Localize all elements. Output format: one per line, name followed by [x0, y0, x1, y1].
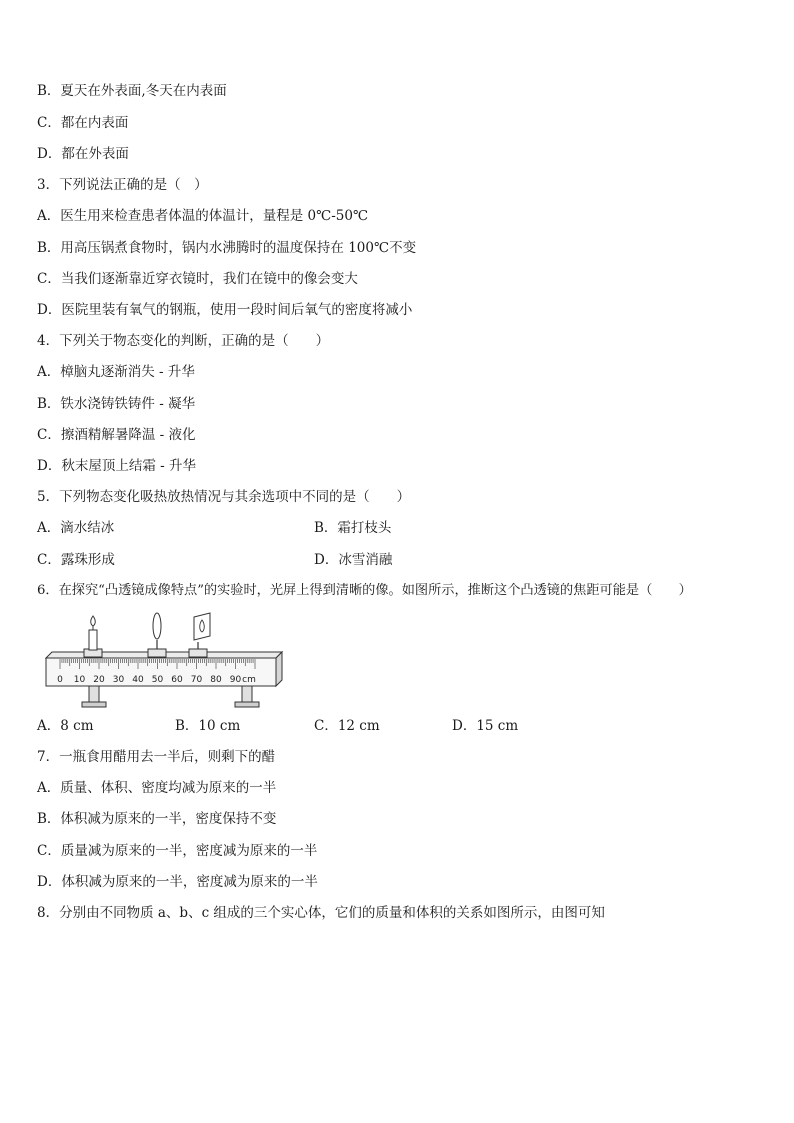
q3-option-a: A．医生用来检查患者体温的体温计，量程是 0℃-50℃ [37, 208, 369, 224]
lens-holder [148, 649, 166, 657]
q4-option-c: C．擦酒精解暑降温 - 液化 [37, 427, 196, 443]
q6-option-c: C．12 cm [314, 718, 380, 734]
bench-left-foot [82, 702, 106, 707]
q6-option-d: D．15 cm [452, 718, 519, 734]
ruler-tick-label: 50 [151, 675, 164, 685]
ruler-tick-label: 30 [112, 675, 125, 685]
q5-option-b: B．霜打枝头 [314, 520, 392, 536]
q3-option-b: B．用高压锅煮食物时，锅内水沸腾时的温度保持在 100℃不变 [37, 240, 417, 256]
candle-icon [89, 630, 97, 650]
ruler-tick-label: 10 [73, 675, 86, 685]
q2-option-d: D．都在外表面 [37, 146, 129, 162]
ruler-tick-label: 0 [57, 675, 63, 685]
q7-stem: 7．一瓶食用醋用去一半后，则剩下的醋 [37, 749, 276, 765]
screen-holder [189, 649, 207, 657]
q3-option-c: C．当我们逐渐靠近穿衣镜时，我们在镜中的像会变大 [37, 271, 358, 287]
flame-icon [91, 616, 96, 626]
q6-stem: 6．在探究“凸透镜成像特点”的实验时，光屏上得到清晰的像。如图所示，推断这个凸透镜的焦距可能是（ ） [37, 583, 692, 598]
q3-stem: 3．下列说法正确的是（ ） [37, 177, 208, 193]
q4-option-d: D．秋末屋顶上结霜 - 升华 [37, 458, 196, 474]
q7-option-c: C．质量减为原来的一半，密度减为原来的一半 [37, 843, 318, 859]
q5-option-c: C．露珠形成 [37, 552, 115, 568]
ruler-tick-label: 20 [93, 675, 105, 685]
optical-bench-diagram [44, 612, 284, 712]
q4-option-b: B．铁水浇铸铁铸件 - 凝华 [37, 396, 196, 412]
ruler-tick-label: 80 [210, 675, 222, 685]
q7-option-b: B．体积减为原来的一半，密度保持不变 [37, 811, 277, 827]
q6-option-a: A．8 cm [37, 718, 94, 734]
q2-option-c: C．都在内表面 [37, 115, 129, 131]
ruler-tick-label: 60 [171, 675, 183, 685]
q7-option-d: D．体积减为原来的一半，密度减为原来的一半 [37, 874, 318, 890]
q7-option-a: A．质量、体积、密度均减为原来的一半 [37, 780, 277, 796]
q4-stem: 4．下列关于物态变化的判断，正确的是（ ） [37, 333, 330, 349]
bench-right-foot [235, 702, 259, 707]
optical-bench-figure [44, 612, 284, 712]
q2-option-b: B．夏天在外表面,冬天在内表面 [37, 83, 227, 99]
light-screen-icon [194, 613, 210, 640]
ruler-unit-label: cm [242, 675, 256, 685]
ruler-tick-label: 90 [229, 675, 242, 685]
q5-option-a: A．滴水结冰 [37, 520, 115, 536]
q6-option-b: B．10 cm [175, 718, 241, 734]
q3-option-d: D．医院里装有氧气的钢瓶，使用一段时间后氧气的密度将减小 [37, 302, 413, 318]
q8-stem: 8．分别由不同物质 a、b、c 组成的三个实心体，它们的质量和体积的关系如图所示，由图可知 [37, 905, 605, 921]
bench-side-face [276, 652, 282, 686]
ruler-tick-label: 40 [132, 675, 144, 685]
ruler-tick-label: 70 [190, 675, 203, 685]
convex-lens-icon [153, 613, 161, 639]
q5-stem: 5．下列物态变化吸热放热情况与其余选项中不同的是（ ） [37, 489, 411, 505]
q5-option-d: D．冰雪消融 [314, 552, 393, 568]
q4-option-a: A．樟脑丸逐渐消失 - 升华 [37, 364, 195, 380]
